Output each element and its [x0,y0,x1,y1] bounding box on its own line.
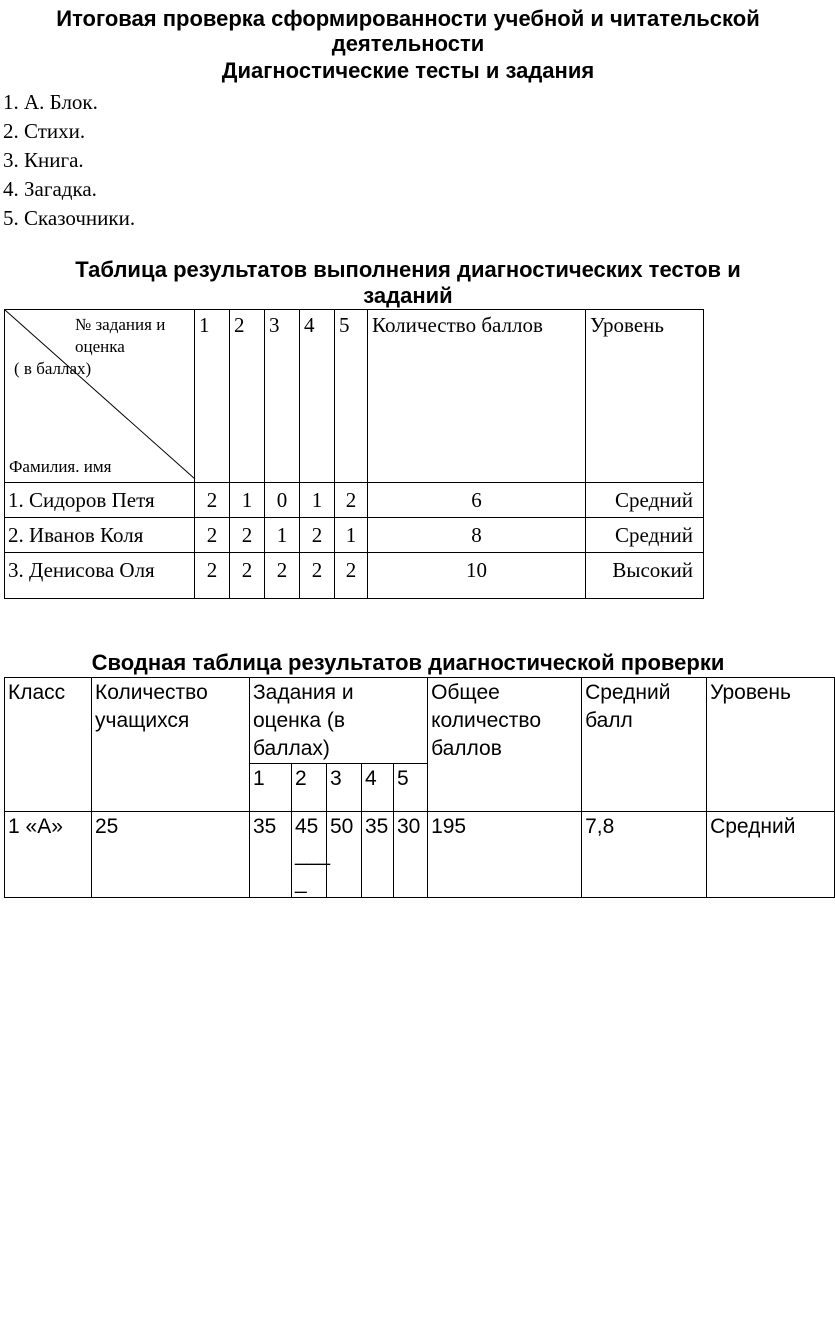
task-value: 50 [327,812,362,898]
task-number: 5 [394,764,428,812]
task-score: 1 [230,483,265,518]
task-value: 45 ___ _ [292,812,327,898]
table-row [5,483,704,518]
task-number: 2 [292,764,327,812]
task-score: 1 [300,483,335,518]
task-value: 35 [250,812,292,898]
document-title-line1: Итоговая проверка сформированности учебной и читательской [56,6,760,31]
level-value: Средний [586,483,704,518]
table1-header-row [5,310,704,483]
task-number: 3 [327,764,362,812]
total-score: 6 [368,483,586,518]
document-subtitle: Диагностические тесты и задания [221,58,595,83]
task-score: 2 [230,553,265,599]
task-score: 2 [265,553,300,599]
table-row [5,553,704,599]
corner-label-units: ( в баллах) [14,359,92,378]
tasks-header: Задания и оценка (в баллах) [250,678,428,764]
students-value: 25 [92,812,250,898]
list-item: 3. Книга. [3,148,84,172]
table2-title: Сводная таблица результатов диагностической проверки [91,650,725,675]
level-header: Уровень [707,678,835,812]
average-header: Средний балл [582,678,707,812]
task-score: 2 [335,483,368,518]
total-header: Общее количество баллов [428,678,582,812]
student-name: 3. Денисова Оля [5,553,195,599]
task-score: 2 [300,518,335,553]
task-value: 35 [362,812,394,898]
student-name: 2. Иванов Коля [5,518,195,553]
corner-cell [5,310,195,483]
table2-header-row [5,678,835,764]
task-score: 2 [300,553,335,599]
task-score: 0 [265,483,300,518]
summary-table [4,677,835,898]
table1-title-line2: заданий [363,283,453,308]
task-header-5: 5 [335,310,368,483]
task-header-2: 2 [230,310,265,483]
task-header-3: 3 [265,310,300,483]
level-value: Средний [586,518,704,553]
level-header: Уровень [586,310,704,483]
class-value: 1 «А» [5,812,92,898]
list-item: 5. Сказочники. [3,206,136,230]
table1-title-line1: Таблица результатов выполнения диагностических тестов и [75,257,741,282]
level-value: Средний [707,812,835,898]
task-score: 2 [230,518,265,553]
task-header-4: 4 [300,310,335,483]
task-score: 2 [195,518,230,553]
task-number: 1 [250,764,292,812]
task-score: 2 [335,553,368,599]
total-score: 10 [368,553,586,599]
results-table [4,309,704,599]
student-name: 1. Сидоров Петя [5,483,195,518]
table-row [5,812,835,898]
task-score: 2 [195,483,230,518]
score-header: Количество баллов [368,310,586,483]
underline-mark: ___ [295,843,331,866]
document-title-line2: деятельности [331,31,485,56]
task-score: 2 [195,553,230,599]
task-header-1: 1 [195,310,230,483]
underline-mark: _ [295,871,307,894]
students-header: Количество учащихся [92,678,250,812]
total-score: 8 [368,518,586,553]
task-value: 30 [394,812,428,898]
topic-list [3,88,135,233]
class-header: Класс [5,678,92,812]
task-number: 4 [362,764,394,812]
list-item: 1. А. Блок. [3,90,98,114]
corner-label-task: № задания и [75,315,166,334]
corner-label-name: Фамилия. имя [9,457,112,476]
level-value: Высокий [586,553,704,599]
list-item: 4. Загадка. [3,177,97,201]
table-row [5,518,704,553]
list-item: 2. Стихи. [3,119,86,143]
task-score: 1 [335,518,368,553]
task-score: 1 [265,518,300,553]
total-value: 195 [428,812,582,898]
corner-label-score: оценка [75,337,125,356]
average-value: 7,8 [582,812,707,898]
